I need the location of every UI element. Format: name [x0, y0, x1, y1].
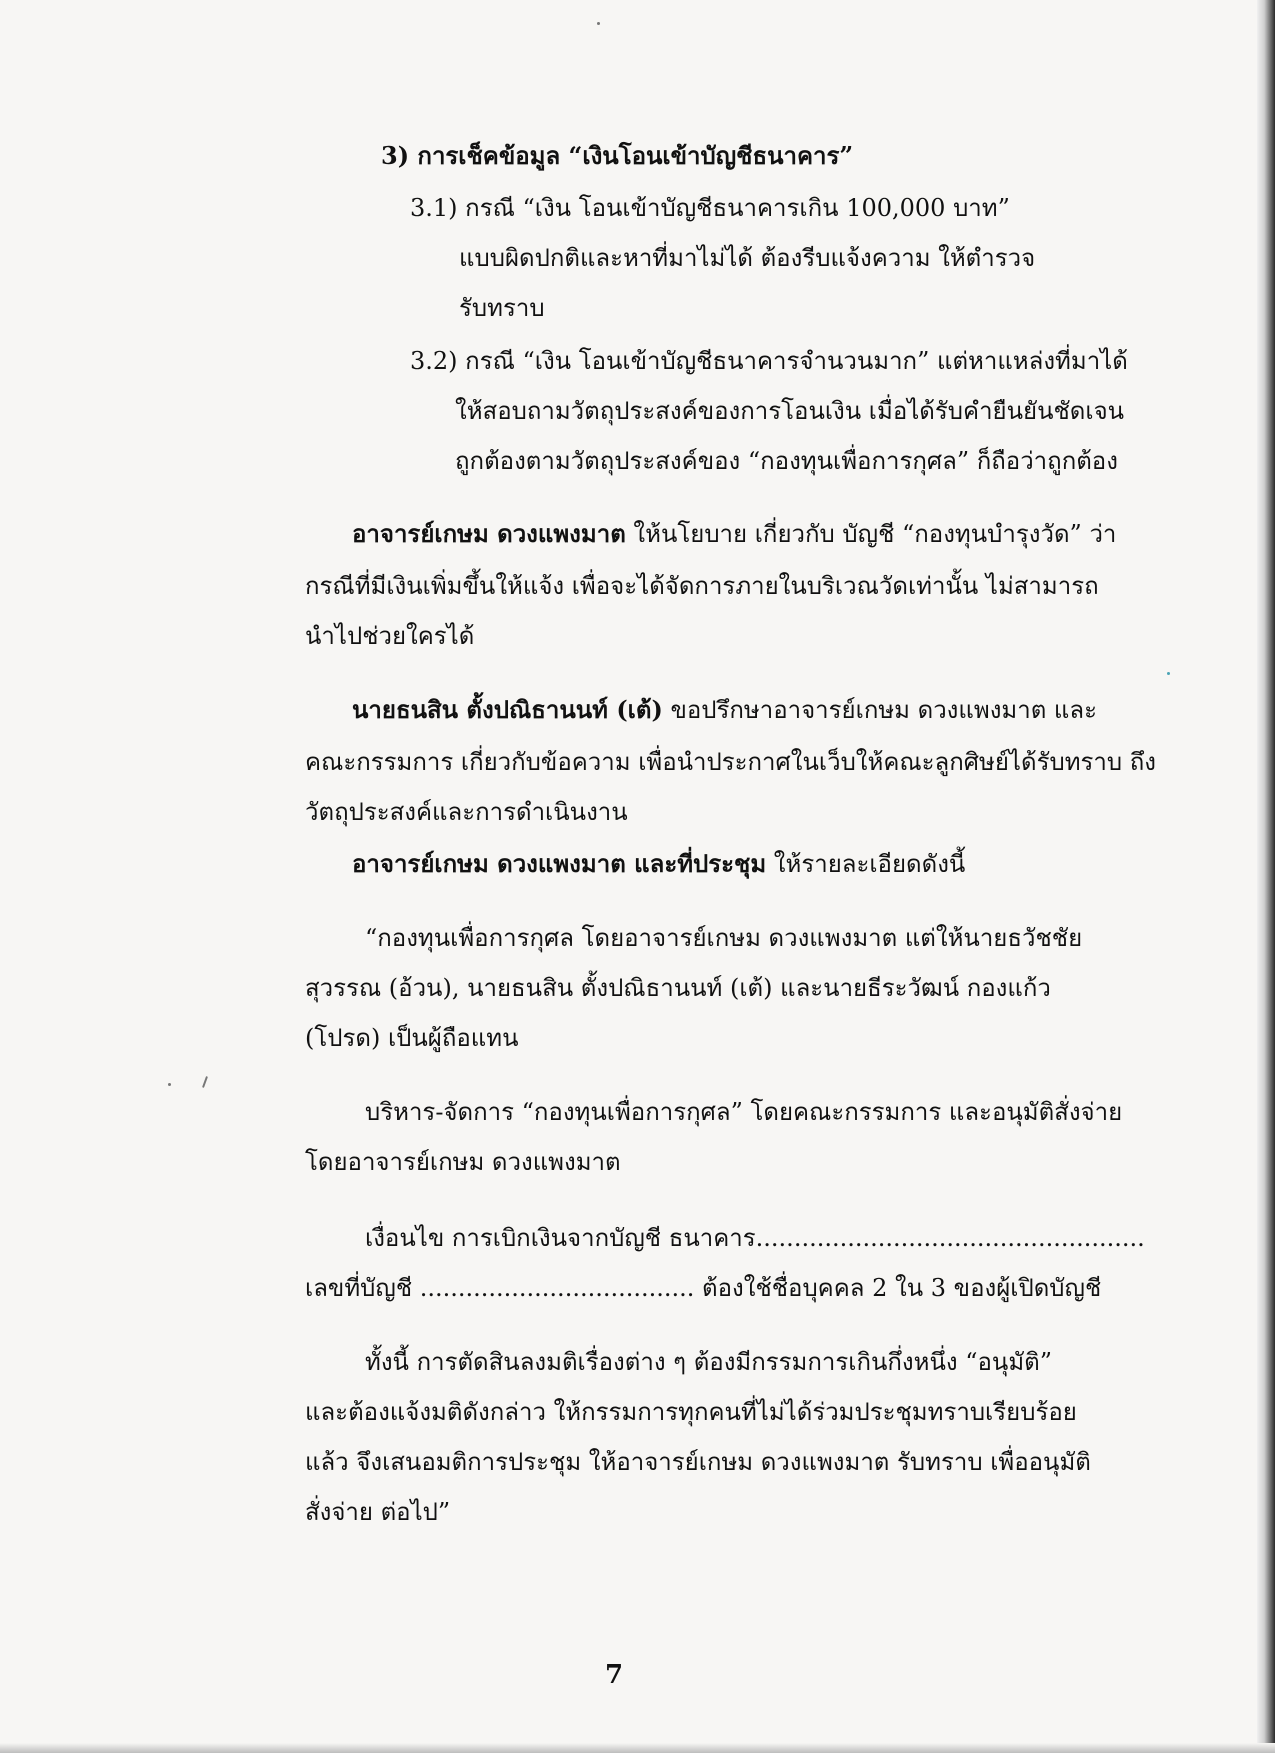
final-line: และต้องแจ้งมติดังกล่าว ให้กรรมการทุกคนที่ไม่ได้ร่วมประชุมทราบเรียบร้อย — [305, 1398, 1077, 1426]
paragraph-line: กรณีที่มีเงินเพิ่มขึ้นให้แจ้ง เพื่อจะได้จัดการภายในบริเวณวัดเท่านั้น ไม่สามารถ — [305, 572, 1099, 600]
item-3-1-line: 3.1) กรณี “เงิน โอนเข้าบัญชีธนาคารเกิน 100,000 บาท” — [410, 194, 1010, 222]
paragraph-text: ให้นโยบาย เกี่ยวกับ บัญชี “กองทุนบำรุงวัด” ว่า — [625, 520, 1117, 548]
scan-speck — [168, 1083, 171, 1086]
paragraph-line: วัตถุประสงค์และการดำเนินงาน — [305, 798, 628, 826]
quote-line: สุวรรณ (อ้วน), นายธนสิน ตั้งปณิธานนท์ (เต้) และนายธีระวัฒน์ กองแก้ว — [305, 974, 1051, 1002]
quote-line: บริหาร-จัดการ “กองทุนเพื่อการกุศล” โดยคณะกรรมการ และอนุมัติสั่งจ่าย — [365, 1098, 1123, 1126]
speaker-name: อาจารย์เกษม ดวงแพงมาต — [352, 519, 626, 548]
scan-right-edge — [1257, 0, 1275, 1753]
speaker-name: อาจารย์เกษม ดวงแพงมาต และที่ประชุม — [352, 849, 767, 878]
scan-speck — [1167, 672, 1170, 675]
scan-speck — [202, 1076, 208, 1088]
condition-line: เงื่อนไข การเบิกเงินจากบัญชี ธนาคาร................................................... — [365, 1224, 1145, 1252]
page-number: 7 — [605, 1660, 624, 1690]
quote-line: โดยอาจารย์เกษม ดวงแพงมาต — [305, 1148, 621, 1176]
item-3-2-line: ให้สอบถามวัตถุประสงค์ของการโอนเงิน เมื่อได้รับคำยืนยันชัดเจน — [455, 397, 1125, 425]
scan-speck — [597, 22, 600, 25]
quote-line: “กองทุนเพื่อการกุศล โดยอาจารย์เกษม ดวงแพงมาต แต่ให้นายธวัชชัย — [365, 924, 1083, 952]
quote-line: (โปรด) เป็นผู้ถือแทน — [305, 1024, 519, 1052]
paragraph-line: คณะกรรมการ เกี่ยวกับข้อความ เพื่อนำประกาศในเว็บให้คณะลูกศิษย์ได้รับทราบ ถึง — [305, 748, 1156, 776]
item-3-2-line: ถูกต้องตามวัตถุประสงค์ของ “กองทุนเพื่อการกุศล” ก็ถือว่าถูกต้อง — [455, 447, 1118, 475]
paragraph-text: ให้รายละเอียดดังนี้ — [766, 850, 966, 878]
final-line: แล้ว จึงเสนอมติการประชุม ให้อาจารย์เกษม ดวงแพงมาต รับทราบ เพื่ออนุมัติ — [305, 1448, 1091, 1476]
item-3-1-line: แบบผิดปกติและหาที่มาไม่ได้ ต้องรีบแจ้งความ ให้ตำรวจ — [459, 244, 1036, 272]
final-line: ทั้งนี้ การตัดสินลงมติเรื่องต่าง ๆ ต้องมีกรรมการเกินกึ่งหนึ่ง “อนุมัติ” — [365, 1348, 1052, 1376]
item-3-2-line: 3.2) กรณี “เงิน โอนเข้าบัญชีธนาคารจำนวนมาก” แต่หาแหล่งที่มาได้ — [410, 347, 1128, 375]
speaker-name: นายธนสิน ตั้งปณิธานนท์ (เต้) — [352, 695, 663, 724]
paragraph-line — [352, 518, 1116, 550]
paragraph-text: ขอปรึกษาอาจารย์เกษม ดวงแพงมาต และ — [662, 696, 1097, 724]
paragraph-line — [352, 848, 965, 880]
item-3-1-line: รับทราบ — [459, 294, 545, 322]
final-line: สั่งจ่าย ต่อไป” — [305, 1498, 451, 1526]
paragraph-line — [352, 694, 1097, 726]
paragraph-line: นำไปช่วยใครได้ — [305, 622, 475, 650]
section-heading: 3) การเช็คข้อมูล “เงินโอนเข้าบัญชีธนาคาร” — [381, 141, 854, 170]
scan-bottom-edge — [0, 1743, 1275, 1753]
condition-line: เลขที่บัญชี .................................... ต้องใช้ชื่อบุคคล 2 ใน 3 ของผู้เปิดบัญชี — [305, 1274, 1102, 1302]
